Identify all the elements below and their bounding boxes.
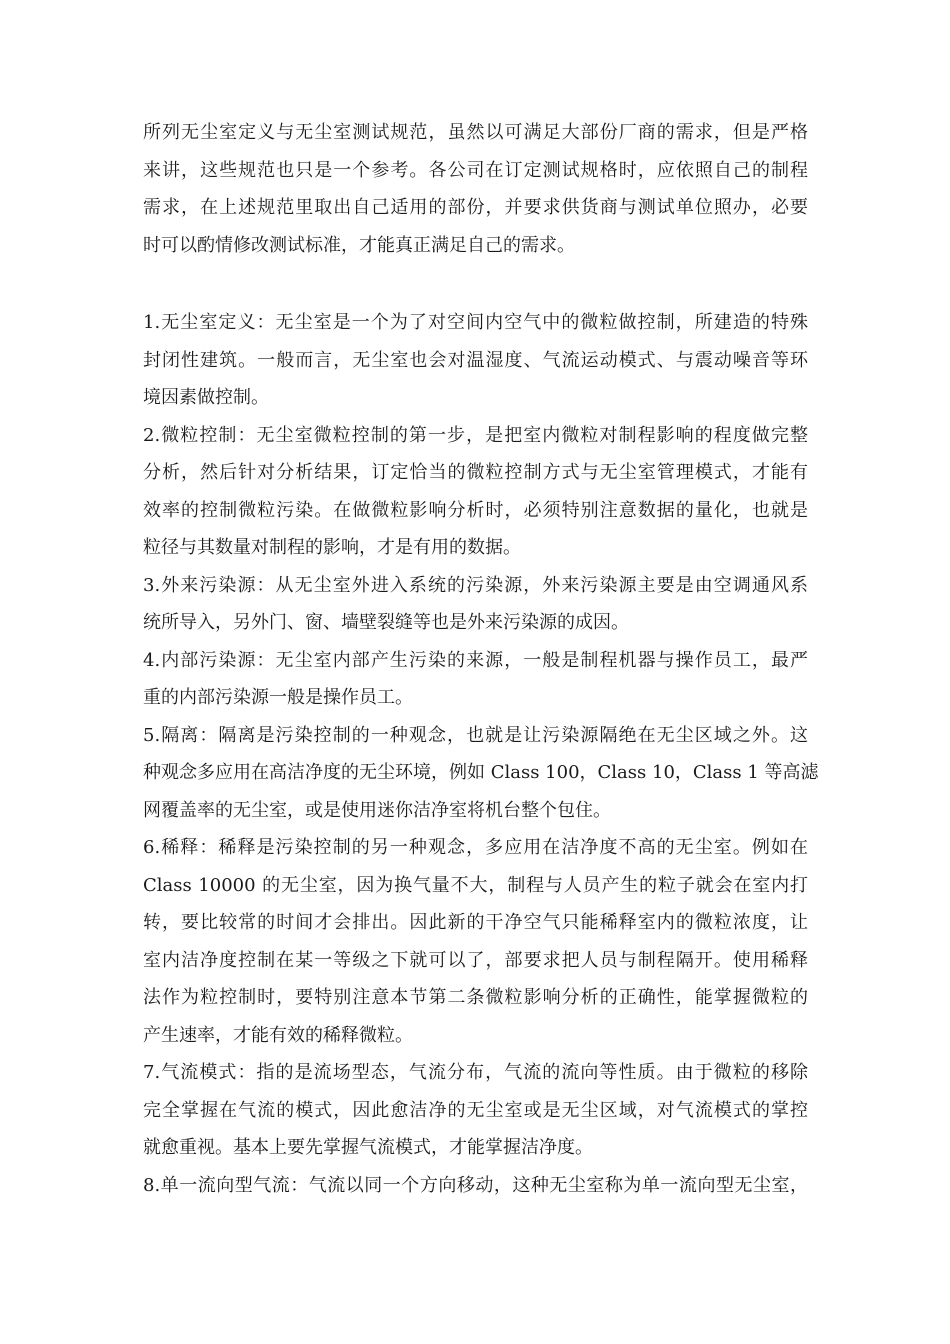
- definition-line: 1.无尘室定义：无尘室是一个为了对空间内空气中的微粒做控制，所建造的特殊: [143, 312, 808, 333]
- definition-line: 封闭性建筑。一般而言，无尘室也会对温湿度、气流运动模式、与震动噪音等环: [143, 349, 808, 371]
- definition-line: 2.微粒控制：无尘室微粒控制的第一步，是把室内微粒对制程影响的程度做完整: [143, 424, 808, 446]
- definition-line: 室内洁净度控制在某一等级之下就可以了，部要求把人员与制程隔开。使用稀释: [143, 949, 808, 971]
- definition-line: 6.稀释：稀释是污染控制的另一种观念，多应用在洁净度不高的无尘室。例如在: [143, 837, 808, 858]
- definition-item-1: [143, 304, 808, 417]
- definition-list: [143, 304, 819, 1204]
- definition-item-4: [143, 642, 808, 717]
- intro-line: 所列无尘室定义与无尘室测试规范，虽然以可满足大部份厂商的需求，但是严格: [143, 122, 808, 143]
- intro-line: 时可以酌情修改测试标准，才能真正满足自己的需求。: [143, 234, 575, 256]
- definition-line: 法作为粒控制时，要特别注意本节第二条微粒影响分析的正确性，能掌握微粒的: [143, 987, 808, 1008]
- definition-line: 完全掌握在气流的模式，因此愈洁净的无尘室或是无尘区域，对气流模式的掌控: [143, 1099, 808, 1121]
- definition-line: 重的内部污染源一般是操作员工。: [143, 687, 413, 708]
- definition-item-5: [143, 717, 819, 830]
- definition-line: 3.外来污染源：从无尘室外进入系统的污染源，外来污染源主要是由空调通风系: [143, 574, 808, 596]
- definition-line: 网覆盖率的无尘室，或是使用迷你洁净室将机台整个包住。: [143, 799, 611, 821]
- definition-line: 转，要比较常的时间才会排出。因此新的干净空气只能稀释室内的微粒浓度，让: [143, 912, 808, 933]
- definition-item-8: [143, 1167, 808, 1205]
- definition-line: 4.内部污染源：无尘室内部产生污染的来源，一般是制程机器与操作员工，最严: [143, 649, 808, 671]
- definition-line: 就愈重视。基本上要先掌握气流模式，才能掌握洁净度。: [143, 1137, 593, 1158]
- definition-item-3: [143, 567, 808, 642]
- definition-item-2: [143, 417, 808, 567]
- definition-line: 效率的控制微粒污染。在做微粒影响分析时，必须特别注意数据的量化，也就是: [143, 499, 808, 521]
- intro-line: 需求，在上述规范里取出自己适用的部份，并要求供货商与测试单位照办，必要: [143, 197, 808, 218]
- definition-line: 粒径与其数量对制程的影响，才是有用的数据。: [143, 537, 521, 558]
- definition-item-7: [143, 1054, 808, 1167]
- definition-line: 境因素做控制。: [143, 387, 269, 408]
- definition-line: 分析，然后针对分析结果，订定恰当的微粒控制方式与无尘室管理模式，才能有: [143, 462, 808, 483]
- definition-line: 7.气流模式：指的是流场型态，气流分布，气流的流向等性质。由于微粒的移除: [143, 1062, 808, 1083]
- intro-paragraph: [143, 114, 808, 264]
- definition-line: 产生速率，才能有效的稀释微粒。: [143, 1024, 413, 1046]
- paragraph-spacer: [143, 264, 808, 304]
- definition-line: Class 10000 的无尘室，因为换气量不大，制程与人员产生的粒子就会在室内打: [143, 874, 808, 896]
- definition-line: 统所导入，另外门、窗、墙壁裂缝等也是外来污染源的成因。: [143, 612, 629, 633]
- definition-line: 5.隔离：隔离是污染控制的一种观念，也就是让污染源隔绝在无尘区域之外。这: [143, 724, 808, 746]
- definition-line: 种观念多应用在高洁净度的无尘环境，例如 Class 100，Class 10，Class 1 等高滤: [143, 762, 819, 783]
- definition-line: 8.单一流向型气流：气流以同一个方向移动，这种无尘室称为单一流向型无尘室，: [143, 1174, 808, 1196]
- intro-line: 来讲，这些规范也只是一个参考。各公司在订定测试规格时，应依照自己的制程: [143, 159, 808, 181]
- definition-item-6: [143, 829, 808, 1054]
